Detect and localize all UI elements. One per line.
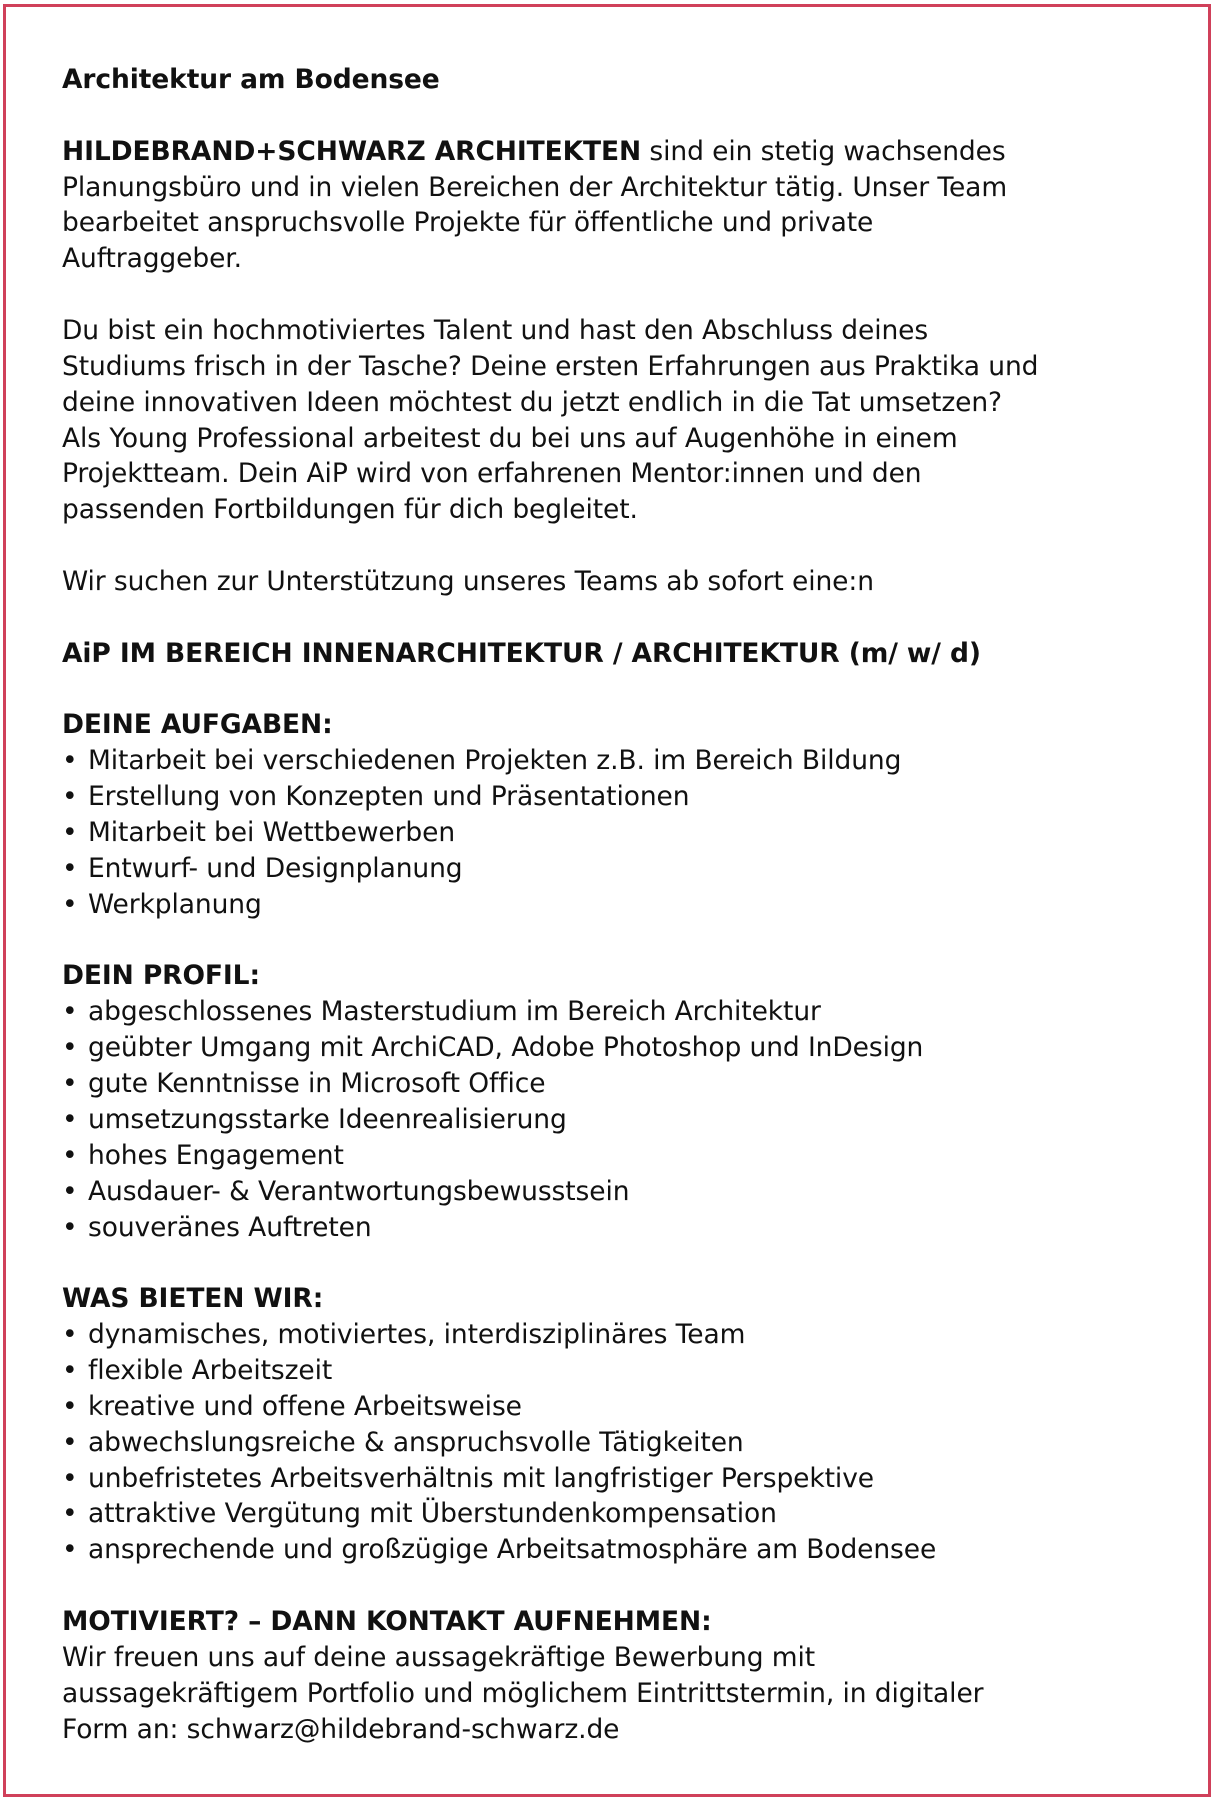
spacer [62, 600, 1192, 636]
intro-paragraph [62, 134, 1192, 277]
paragraph-line: deine innovativen Ideen möchtest du jetzt endlich in die Tat umsetzen? [62, 386, 1003, 418]
talent-paragraph [62, 313, 1192, 528]
list-item-text: attraktive Vergütung mit Überstundenkompensation [88, 1498, 777, 1530]
contact-line [62, 1712, 1192, 1748]
list-item-text: kreative und offene Arbeitsweise [88, 1390, 522, 1422]
bullet-icon: • [62, 1354, 78, 1386]
list-item-text: hohes Engagement [88, 1139, 344, 1171]
contact-line: aussagekräftigem Portfolio und möglichem Eintrittstermin, in digitaler [62, 1677, 984, 1709]
intro-line: bearbeitet anspruchsvolle Projekte für öffentliche und private [62, 207, 874, 239]
contact-section [62, 1604, 1192, 1747]
list-item [62, 1532, 1192, 1568]
profile-section [62, 958, 1192, 1245]
list-item [62, 1138, 1192, 1174]
list-item-text: umsetzungsstarke Ideenrealisierung [88, 1103, 567, 1135]
list-item [62, 1496, 1192, 1532]
intro-line-text: sind ein stetig wachsendes [641, 135, 1006, 167]
bullet-icon: • [62, 1319, 78, 1351]
bullet-icon: • [62, 745, 78, 777]
list-item [62, 743, 1192, 779]
list-item [62, 1102, 1192, 1138]
paragraph-line: passenden Fortbildungen für dich begleitet. [62, 494, 638, 526]
list-item-text: unbefristetes Arbeitsverhältnis mit langfristiger Perspektive [88, 1462, 874, 1494]
list-item-text: dynamisches, motiviertes, interdisziplinäres Team [88, 1319, 746, 1351]
spacer [62, 1568, 1192, 1604]
bullet-icon: • [62, 888, 78, 920]
bullet-icon: • [62, 1103, 78, 1135]
spacer [62, 528, 1192, 564]
list-item [62, 1066, 1192, 1102]
list-item [62, 1174, 1192, 1210]
bullet-icon: • [62, 1211, 78, 1243]
company-name: HILDEBRAND+SCHWARZ ARCHITEKTEN [62, 135, 642, 167]
spacer [62, 98, 1192, 134]
intro-line [62, 134, 1192, 170]
list-item [62, 994, 1192, 1030]
list-item-text: Mitarbeit bei Wettbewerben [88, 817, 456, 849]
list-item [62, 779, 1192, 815]
bullet-icon: • [62, 852, 78, 884]
bullet-icon: • [62, 1139, 78, 1171]
list-item-text: Werkplanung [88, 888, 262, 920]
offer-heading: WAS BIETEN WIR: [62, 1283, 324, 1315]
bullet-icon: • [62, 1175, 78, 1207]
job-title: AiP IM BEREICH INNENARCHITEKTUR / ARCHITEKTUR (m/ w/ d) [62, 637, 981, 669]
page-title: Architektur am Bodensee [62, 64, 440, 95]
list-item [62, 1425, 1192, 1461]
list-item-text: abwechslungsreiche & anspruchsvolle Tätigkeiten [88, 1426, 744, 1458]
list-item-text: ansprechende und großzügige Arbeitsatmosphäre am Bodensee [88, 1534, 937, 1566]
spacer [62, 1245, 1192, 1281]
profile-list [62, 994, 1192, 1245]
contact-heading: MOTIVIERT? – DANN KONTAKT AUFNEHMEN: [62, 1605, 712, 1637]
list-item-text: abgeschlossenes Masterstudium im Bereich Architektur [88, 996, 821, 1028]
paragraph-line: Du bist ein hochmotiviertes Talent und hast den Abschluss deines [62, 315, 929, 347]
spacer [62, 672, 1192, 708]
list-item [62, 1461, 1192, 1497]
offer-section [62, 1281, 1192, 1568]
list-item [62, 1353, 1192, 1389]
list-item-text: Mitarbeit bei verschiedenen Projekten z.B. im Bereich Bildung [88, 745, 902, 777]
search-line: Wir suchen zur Unterstützung unseres Teams ab sofort eine:n [62, 566, 874, 598]
bullet-icon: • [62, 1426, 78, 1458]
list-item [62, 1210, 1192, 1246]
tasks-list [62, 743, 1192, 922]
paragraph-line: Als Young Professional arbeitest du bei uns auf Augenhöhe in einem [62, 422, 958, 454]
contact-line: Wir freuen uns auf deine aussagekräftige Bewerbung mit [62, 1641, 816, 1673]
list-item-text: souveränes Auftreten [88, 1211, 372, 1243]
bullet-icon: • [62, 781, 78, 813]
bullet-icon: • [62, 1498, 78, 1530]
list-item [62, 887, 1192, 923]
tasks-heading: DEINE AUFGABEN: [62, 709, 333, 741]
list-item [62, 1030, 1192, 1066]
intro-line: Planungsbüro und in vielen Bereichen der Architektur tätig. Unser Team [62, 171, 1008, 203]
profile-heading: DEIN PROFIL: [62, 960, 260, 992]
list-item-text: Erstellung von Konzepten und Präsentationen [88, 781, 690, 813]
list-item [62, 851, 1192, 887]
tasks-section [62, 707, 1192, 922]
bullet-icon: • [62, 817, 78, 849]
intro-line: Auftraggeber. [62, 243, 242, 275]
list-item-text: gute Kenntnisse in Microsoft Office [88, 1068, 546, 1100]
list-item [62, 815, 1192, 851]
list-item-text: Entwurf- und Designplanung [88, 852, 463, 884]
spacer [62, 923, 1192, 959]
list-item-text: Ausdauer- & Verantwortungsbewusstsein [88, 1175, 630, 1207]
list-item [62, 1389, 1192, 1425]
contact-email-prefix: Form an: [62, 1713, 187, 1745]
bullet-icon: • [62, 1534, 78, 1566]
bullet-icon: • [62, 996, 78, 1028]
list-item [62, 1317, 1192, 1353]
job-posting [62, 62, 1192, 1747]
bullet-icon: • [62, 1462, 78, 1494]
offer-list [62, 1317, 1192, 1568]
bullet-icon: • [62, 1068, 78, 1100]
list-item-text: flexible Arbeitszeit [88, 1354, 333, 1386]
spacer [62, 277, 1192, 313]
list-item-text: geübter Umgang mit ArchiCAD, Adobe Photoshop und InDesign [88, 1032, 924, 1064]
paragraph-line: Studiums frisch in der Tasche? Deine ersten Erfahrungen aus Praktika und [62, 350, 1039, 382]
bullet-icon: • [62, 1032, 78, 1064]
paragraph-line: Projektteam. Dein AiP wird von erfahrenen Mentor:innen und den [62, 458, 922, 490]
bullet-icon: • [62, 1390, 78, 1422]
contact-email-link[interactable]: schwarz@hildebrand-schwarz.de [186, 1713, 620, 1745]
